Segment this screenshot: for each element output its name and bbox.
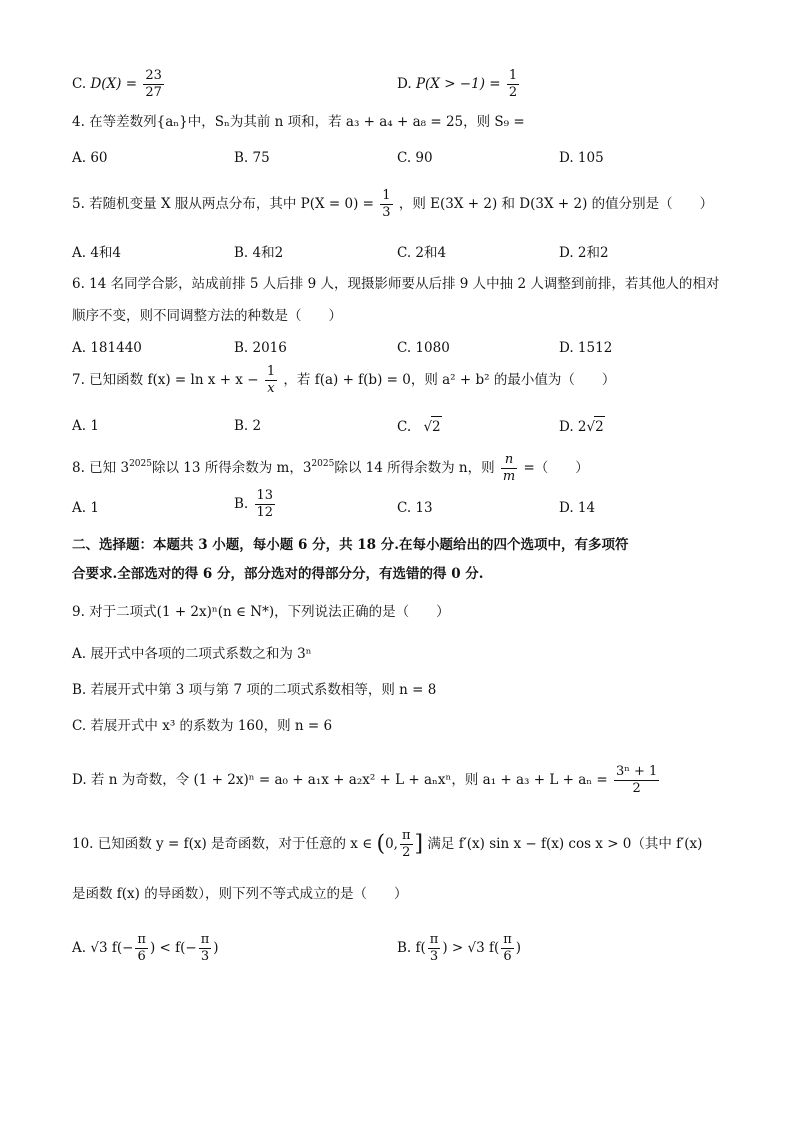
option-label: D. 2 [559,419,587,435]
fraction [199,932,212,965]
exponent: 2025 [311,459,335,469]
q10-option-a [72,932,219,965]
q8-stem-a: 8. 已知 3 [72,460,130,476]
q4-stem: 4. 在等差数列{aₙ}中，Sₙ为其前 n 项和，若 a₃ + a₄ + a₈ = 25，则 S₉ = [72,114,525,130]
fraction [135,932,148,965]
q7-stem [72,364,615,397]
sqrt-sign: √ [423,419,433,435]
sqrt-radicand: 2 [431,416,442,437]
q5-stem-b: ，则 E(3X + 2) 和 D(3X + 2) 的值分别是（ ） [398,196,714,212]
q8-option-a: A. 1 [72,500,99,516]
frac-num: 3ⁿ + 1 [616,764,658,779]
q8-option-c: C. 13 [397,500,433,516]
frac-den: 2 [632,781,641,796]
expr-part: √3 f(− [90,940,134,956]
q10-stem-a: 10. 已知函数 y = f(x) 是奇函数，对于任意的 x ∈ [72,836,373,852]
expr-part: ) > √3 f( [442,940,500,956]
frac-den: 2 [402,845,411,860]
q8-option-d: D. 14 [559,500,596,516]
q9-stem: 9. 对于二项式(1 + 2x)ⁿ(n ∈ N*)，下列说法正确的是（ ） [72,604,450,620]
frac-num: π [137,932,146,947]
q7-stem-b: ，若 f(a) + f(b) = 0，则 a² + b² 的最小值为（ ） [283,372,616,388]
frac-num: 1 [266,364,276,379]
q9-option-b: B. 若展开式中第 3 项与第 7 项的二项式系数相等，则 n = 8 [72,682,437,698]
q8-stem [72,452,589,485]
frac-den: 6 [503,949,512,964]
fraction [380,188,392,221]
q9-option-d [72,764,661,797]
q7-option-b: B. 2 [234,418,262,434]
option-label: C. [72,76,87,92]
option-expr: P(X > −1) = [415,76,501,92]
frac-den: 3 [200,949,210,964]
q4-option-c: C. 90 [397,150,433,166]
q6-option-d: D. 1512 [559,340,613,356]
frac-den: 27 [145,85,162,100]
right-bracket: ] [414,831,424,857]
q9-option-a: A. 展开式中各项的二项式系数之和为 3ⁿ [72,646,312,662]
frac-num: π [200,932,210,947]
q5-option-b: B. 4和2 [234,245,284,261]
q5-stem [72,188,713,221]
fraction [143,68,164,101]
frac-num: 1 [382,188,391,203]
q6-option-a: A. 181440 [72,340,142,356]
q6-stem-line1: 6. 14 名同学合影，站成前排 5 人后排 9 人，现摄影师要从后排 9 人中抽 2 人调整到前排，若其他人的相对 [72,276,720,292]
expr-part: ) [213,940,219,956]
fraction [255,488,276,521]
option-label: A. [72,940,87,956]
option-expr: D(X) = [90,76,138,92]
q6-option-c: C. 1080 [397,340,450,356]
q10-option-b [397,932,521,965]
expr-part: ) < f(− [149,940,197,956]
expr-part: f( [415,940,426,956]
q5-option-a: A. 4和4 [72,245,122,261]
frac-num: π [503,932,512,947]
frac-num: π [429,932,439,947]
interval-start: 0, [385,836,398,852]
frac-num: 1 [508,68,518,83]
q8-option-b [234,488,277,521]
frac-den: x [267,381,275,396]
q8-stem-d: =（ ） [523,460,589,476]
option-label: D. [397,76,412,92]
q5-option-d: D. 2和2 [559,245,609,261]
left-paren: ( [376,831,386,857]
fraction [400,828,413,861]
section2-header-line2: 合要求.全部选对的得 6 分，部分选对的得部分分，有选错的得 0 分. [72,566,484,582]
q8-stem-b: 除以 13 所得余数为 m，3 [151,460,312,476]
q7-option-c [397,416,442,437]
frac-num: π [401,828,411,843]
fraction [614,764,659,797]
q7-option-a: A. 1 [72,418,99,434]
expr-part: ) [515,940,522,956]
q8-stem-c: 除以 14 所得余数为 n，则 [334,460,495,476]
q4-option-b: B. 75 [234,150,270,166]
q10-stem-line1 [72,828,702,861]
q5-option-c: C. 2和4 [397,245,447,261]
q7-stem-a: 7. 已知函数 f(x) = ln x + x − [72,372,259,388]
fraction [428,932,441,965]
q6-stem-line2: 顺序不变，则不同调整方法的种数是（ ） [72,308,342,324]
q3-option-d [397,68,521,101]
frac-den: 3 [429,949,439,964]
option-label: C. [397,419,412,435]
exponent: 2025 [129,459,152,469]
section2-header-line1: 二、选择题：本题共 3 小题，每小题 6 分，共 18 分.在每小题给出的四个选项中，有多项符 [72,537,629,553]
frac-num: n [501,452,517,469]
q4-option-a: A. 60 [72,150,108,166]
q7-option-d [559,416,605,437]
q9-option-d-text: D. 若 n 为奇数，令 (1 + 2x)ⁿ = a₀ + a₁x + a₂x² + L + aₙxⁿ，则 a₁ + a₃ + L + aₙ = [72,772,608,788]
fraction [501,452,517,485]
frac-den: 3 [382,205,391,220]
frac-num: 23 [145,68,162,83]
q10-stem-line2: 是函数 f(x) 的导函数），则下列不等式成立的是（ ） [72,886,408,902]
q5-stem-a: 5. 若随机变量 X 服从两点分布，其中 P(X = 0) = [72,196,374,212]
q9-option-c: C. 若展开式中 x³ 的系数为 160，则 n = 6 [72,718,333,734]
q4-option-d: D. 105 [559,150,604,166]
fraction [507,68,519,101]
sqrt-sign: √ [586,419,596,435]
fraction [501,932,514,965]
q10-stem-b: 满足 f′(x) sin x − f(x) cos x > 0（其中 f′(x) [427,836,703,852]
frac-den: 2 [508,85,518,100]
frac-den: 12 [256,505,274,520]
frac-den: m [502,469,516,484]
option-label: B. [397,940,412,956]
fraction [265,364,277,397]
q3-option-c [72,68,166,101]
sqrt-radicand: 2 [594,416,605,437]
option-label: B. [234,496,249,512]
q6-option-b: B. 2016 [234,340,287,356]
frac-num: 13 [256,488,274,503]
frac-den: 6 [137,949,146,964]
